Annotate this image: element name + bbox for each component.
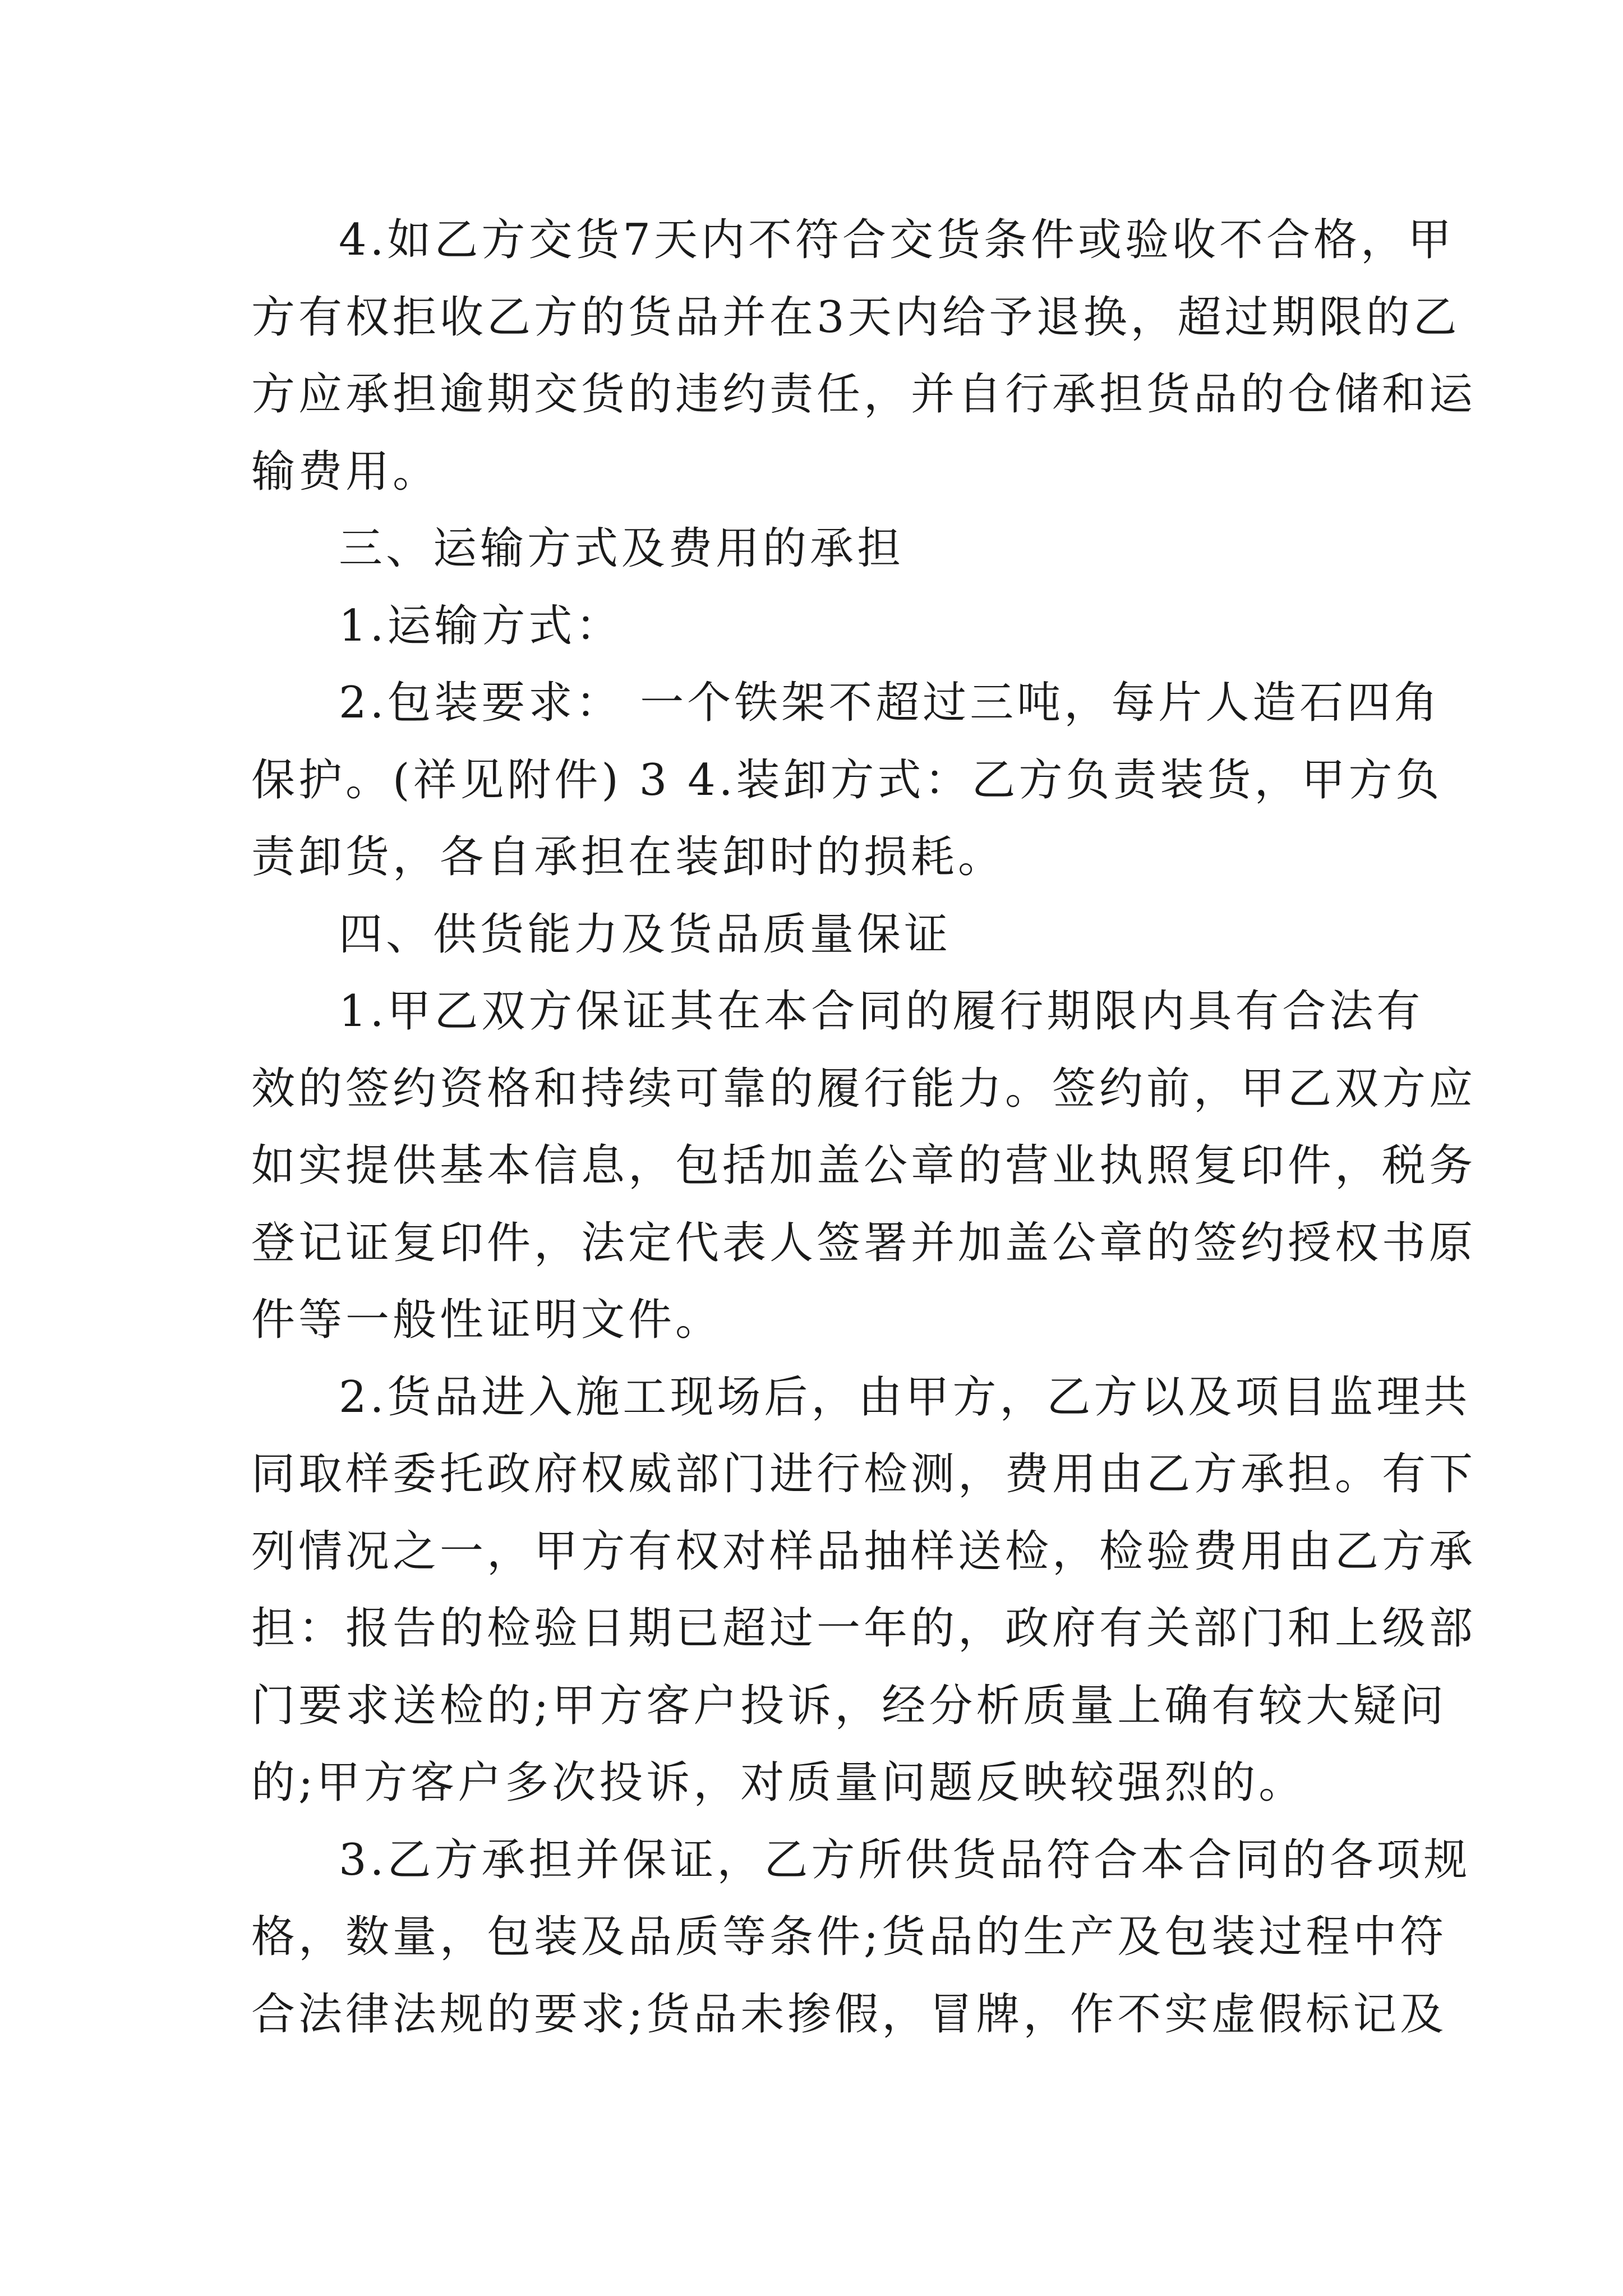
section-heading: 三、运输方式及费用的承担 — [339, 523, 905, 574]
text-line: 1.甲乙双方保证其在本合同的履行期限内具有合法有 — [339, 986, 1424, 1037]
text-line: 门要求送检的;甲方客户投诉，经分析质量上确有较大疑问 — [251, 1680, 1447, 1731]
text-line: 格，数量，包装及品质等条件;货品的生产及包装过程中符 — [251, 1912, 1447, 1962]
text-line: 的;甲方客户多次投诉，对质量问题反映较强烈的。 — [251, 1757, 1306, 1808]
text-line: 同取样委托政府权威部门进行检测，费用由乙方承担。有下 — [251, 1449, 1477, 1499]
text-line: 责卸货，各自承担在装卸时的损耗。 — [251, 832, 1006, 882]
text-line: 2.货品进入施工现场后，由甲方，乙方以及项目监理共 — [339, 1372, 1471, 1423]
text-line: 4.如乙方交货7天内不符合交货条件或验收不合格，甲 — [339, 215, 1455, 265]
text-line: 3.乙方承担并保证，乙方所供货品符合本合同的各项规 — [339, 1834, 1471, 1885]
text-line: 1.运输方式： — [339, 600, 623, 651]
text-line: 效的签约资格和持续可靠的履行能力。签约前，甲乙双方应 — [251, 1063, 1477, 1114]
text-line: 担：报告的检验日期已超过一年的，政府有关部门和上级部 — [251, 1603, 1477, 1654]
text-line: 输费用。 — [251, 446, 440, 497]
text-line: 登记证复印件，法定代表人签署并加盖公章的签约授权书原 — [251, 1217, 1477, 1268]
text-line: 合法律法规的要求;货品未掺假，冒牌，作不实虚假标记及 — [251, 1989, 1447, 2040]
text-line: 方应承担逾期交货的违约责任，并自行承担货品的仓储和运 — [251, 369, 1477, 420]
text-line: 保护。(祥见附件) 3 4.装卸方式：乙方负责装货，甲方负 — [251, 754, 1443, 806]
text-line: 方有权拒收乙方的货品并在3天内给予退换，超过期限的乙 — [251, 292, 1460, 343]
text-line: 如实提供基本信息，包括加盖公章的营业执照复印件，税务 — [251, 1140, 1477, 1191]
text-line: 2.包装要求： 一个铁架不超过三吨，每片人造石四角 — [339, 678, 1441, 728]
contract-body-text — [251, 202, 1477, 2053]
text-line: 件等一般性证明文件。 — [251, 1295, 723, 1345]
section-heading: 四、供货能力及货品质量保证 — [339, 909, 952, 960]
text-line: 列情况之一，甲方有权对样品抽样送检，检验费用由乙方承 — [251, 1526, 1477, 1577]
